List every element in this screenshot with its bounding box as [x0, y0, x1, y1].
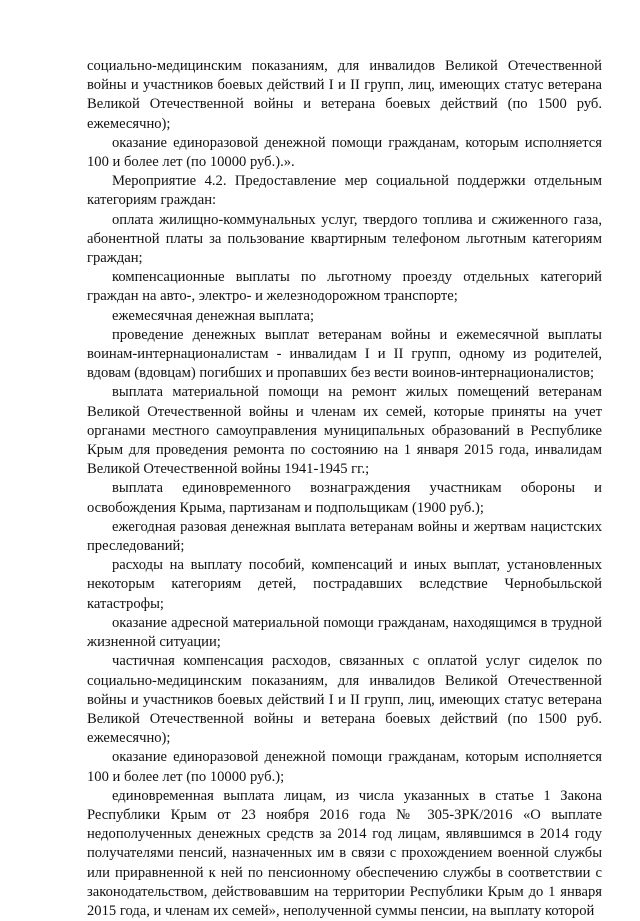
paragraph: оплата жилищно-коммунальных услуг, твердого топлива и сжиженного газа, абонентной платы за пользование квартирным телефоном льготным категориям граждан; [87, 211, 602, 267]
paragraph: оказание адресной материальной помощи гражданам, находящимся в трудной жизненной ситуации; [87, 614, 602, 651]
paragraph: ежегодная разовая денежная выплата ветеранам войны и жертвам нацистских преследований; [87, 518, 602, 555]
paragraph: частичная компенсация расходов, связанных с оплатой услуг сиделок по социально-медицинским показаниям, для инвалидов Великой Отечественной войны и участников боевых действий I и II групп, лиц, имеющих статус ветерана Великой Отечественной войны и ветерана боевых действий (по 1500 руб. ежемесячно); [87, 653, 602, 747]
document-page [87, 57, 602, 921]
paragraph: оказание единоразовой денежной помощи гражданам, которым исполняется 100 и более лет (по 10000 руб.).». [87, 134, 602, 171]
paragraph: оказание единоразовой денежной помощи гражданам, которым исполняется 100 и более лет (по 10000 руб.); [87, 749, 602, 785]
paragraph: расходы на выплату пособий, компенсаций и иных выплат, установленных некоторым категориям детей, пострадавших вследствие Чернобыльской катастрофы; [87, 557, 602, 612]
paragraph: выплата материальной помощи на ремонт жилых помещений ветеранам Великой Отечественной войны и членам их семей, которые приняты на учет органами местного самоуправления муниципальных образований в Республике Крым для проведения ремонта по состоянию на 1 января 2015 года, инвалидам Великой Отечественной войны 1941-1945 гг.; [87, 384, 602, 478]
paragraph: ежемесячная денежная выплата; [112, 307, 314, 324]
paragraph: единовременная выплата лицам, из числа указанных в статье 1 Закона Республики Крым от 23 ноября 2016 года № 305-ЗРК/2016 «О выплате недополученных денежных средств за 2014 год лицам, являвшимся в 2014 году получателями пенсий, назначенных им в связи с прохождением военной службы или приравненной к ней по пенсионному обеспечению службы в соответствии с законодательством, действовавшим на территории Республики Крым до 1 января 2015 года, и членам их семей», неполученной суммы пенсии, на выплату которой [87, 787, 602, 919]
paragraph-continuation: социально-медицинским показаниям, для инвалидов Великой Отечественной войны и участников боевых действий I и II групп, лиц, имеющих статус ветерана Великой Отечественной войны и ветерана боевых действий (по 1500 руб. ежемесячно); [87, 58, 602, 132]
paragraph: компенсационные выплаты по льготному проезду отдельных категорий граждан на авто-, электро- и железнодорожном транспорте; [87, 269, 602, 305]
paragraph-heading-measure-4-2: Мероприятие 4.2. Предоставление мер социальной поддержки отдельным категориям граждан: [87, 173, 602, 209]
paragraph: выплата единовременного вознаграждения участникам обороны и освобождения Крыма, партизанам и подпольщикам (1900 руб.); [87, 480, 602, 516]
paragraph: проведение денежных выплат ветеранам войны и ежемесячной выплаты воинам-интернационалистам - инвалидам I и II групп, одному из родителей, вдовам (вдовцам) погибших и пропавших без вести воинов-интернационалистов; [87, 326, 602, 382]
